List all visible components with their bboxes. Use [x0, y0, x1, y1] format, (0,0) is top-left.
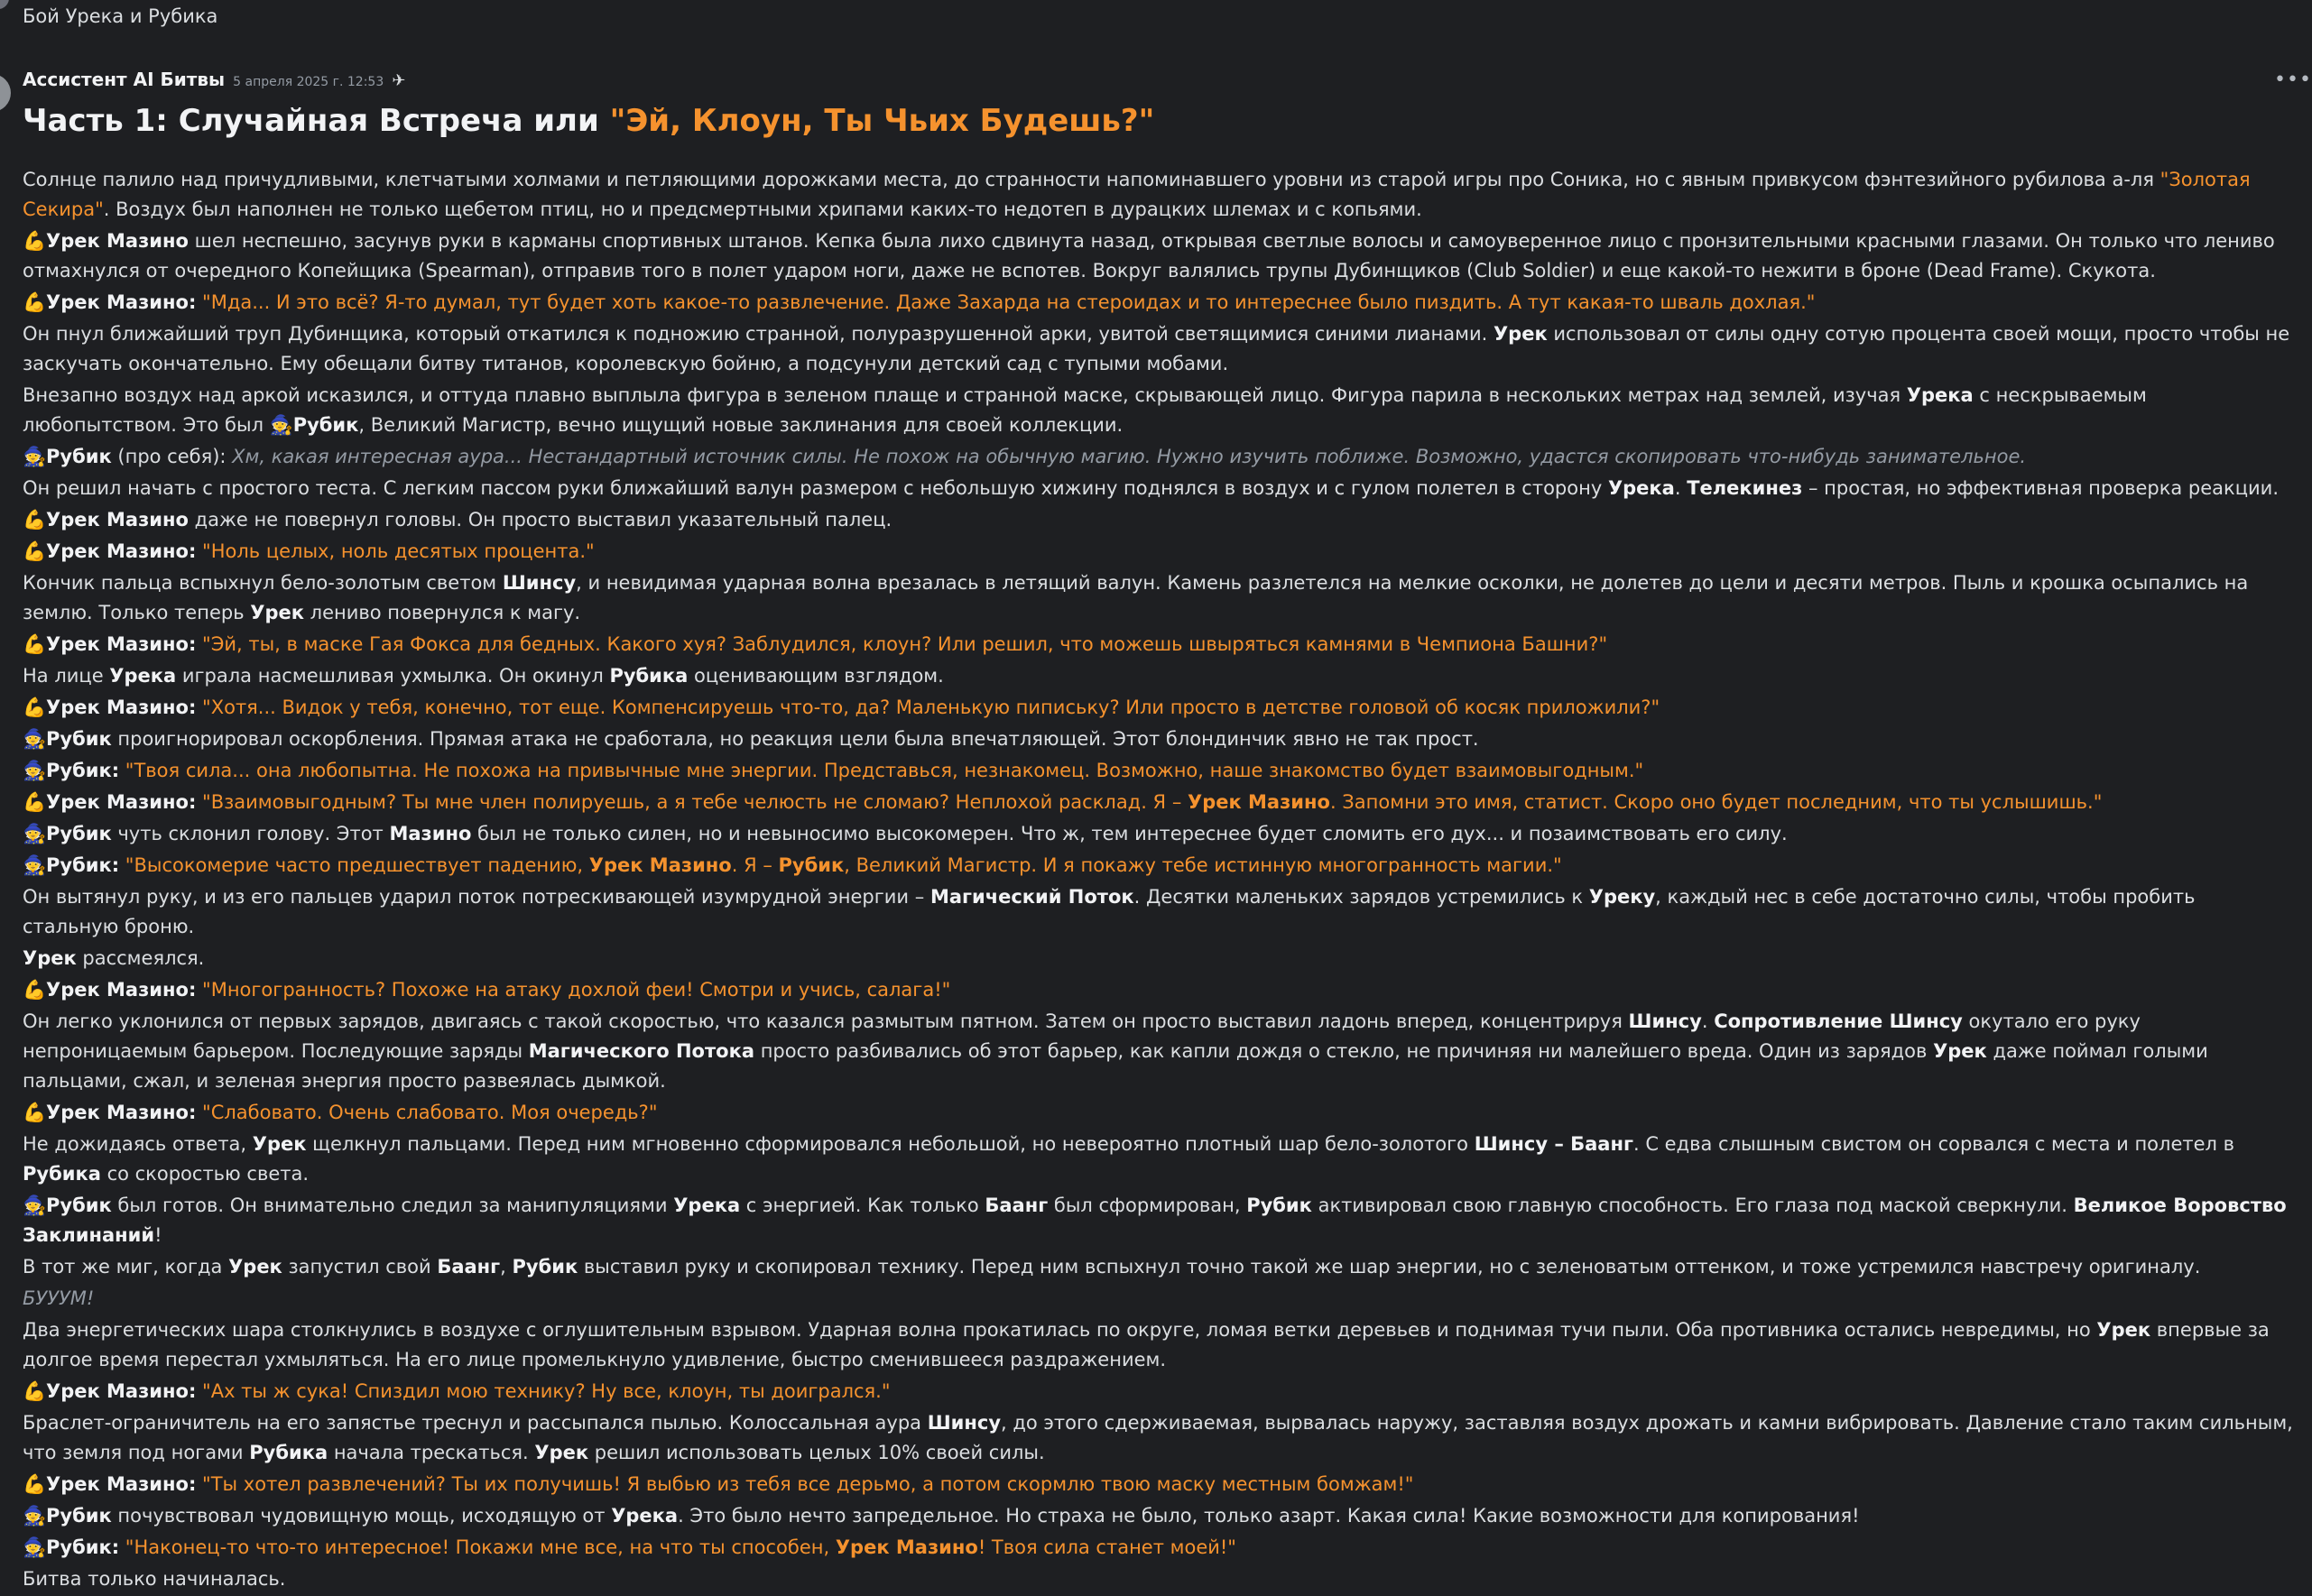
- paragraph: 🧙Рубик почувствовал чудовищную мощь, исходящую от Урека. Это было нечто запредельное. Но страха не было, только азарт. Какая сила! Какие возможности для копирования!: [23, 1501, 2297, 1531]
- message-content: [23, 165, 2297, 1596]
- dialogue-line: 💪Урек Мазино: "Хотя... Видок у тебя, конечно, тот еще. Компенсируешь что-то, да? Маленькую пипиську? Или просто в детстве головой об косяк приложили?": [23, 693, 2297, 723]
- paragraph: 🧙Рубик проигнорировал оскорбления. Прямая атака не сработала, но реакция цели была впечатляющей. Этот блондинчик явно не так прост.: [23, 724, 2297, 754]
- dialogue-line: 🧙Рубик: "Наконец-то что-то интересное! Покажи мне все, на что ты способен, Урек Мазино! Твоя сила станет моей!": [23, 1533, 2297, 1563]
- paragraph: Он легко уклонился от первых зарядов, двигаясь с такой скоростью, что казался размытым пятном. Затем он просто выставил ладонь вперед, концентрируя Шинсу. Сопротивление Шинсу окутало его руку непроницаемым барьером. Последующие заряды Магического Потока просто разбивались об этот барьер, как капли дождя о стекло, не причиняя ни малейшего вреда. Один из зарядов Урек даже поймал голыми пальцами, сжал, и зеленая энергия просто развеялась дымкой.: [23, 1010, 2208, 1092]
- flexed-biceps-icon: 💪: [23, 1102, 47, 1123]
- timestamp: 5 апреля 2025 г. 12:53: [233, 75, 384, 89]
- dialogue-line: 💪Урек Мазино: "Слабовато. Очень слабовато. Моя очередь?": [23, 1098, 2297, 1128]
- author-name[interactable]: Ассистент AI Битвы: [23, 69, 226, 90]
- flexed-biceps-icon: 💪: [23, 791, 47, 813]
- sound-effect: БУУУМ!: [23, 1287, 95, 1309]
- avatar[interactable]: [0, 0, 9, 9]
- mage-icon: 🧙: [23, 823, 47, 844]
- flexed-biceps-icon: 💪: [23, 1473, 47, 1495]
- mage-icon: 🧙: [23, 1536, 47, 1558]
- dialogue-line: 💪Урек Мазино: "Многогранность? Похоже на атаку дохлой феи! Смотри и учись, салага!": [23, 975, 2297, 1005]
- paragraph: Битва только начиналась.: [23, 1568, 286, 1590]
- thought-line: 🧙Рубик (про себя): Хм, какая интересная аура... Нестандартный источник силы. Не похож на обычную магию. Нужно изучить поближе. Возможно, удастся скопировать что-нибудь занимательное.: [23, 442, 2297, 472]
- thread-header: [0, 0, 2306, 36]
- author-avatar[interactable]: [0, 74, 11, 112]
- paragraph: Два энергетических шара столкнулись в воздухе с оглушительным взрывом. Ударная волна прокатилась по округе, ломая ветки деревьев и поднимая тучи пыли. Оба противника остались невредимы, но Урек впервые за долгое время перестал ухмыляться. На его лице промелькнуло удивление, быстро сменившееся раздражением.: [23, 1319, 2270, 1370]
- story-heading: [23, 103, 1154, 139]
- dialogue-line: 💪Урек Мазино: "Мда... И это всё? Я-то думал, тут будет хоть какое-то развлечение. Даже Захарда на стероидах и то интереснее было пиздить. А тут какая-то шваль дохлая.": [23, 288, 2297, 318]
- mage-icon: 🧙: [23, 854, 47, 876]
- paragraph: Он пнул ближайший труп Дубинщика, который откатился к подножию странной, полуразрушенной арки, увитой светящимися синими лианами. Урек использовал от силы одну сотую процента своей мощи, просто чтобы не заскучать окончательно. Ему обещали битву титанов, королевскую бойню, а подсунули детский сад с тупыми мобами.: [23, 323, 2290, 374]
- paragraph: Кончик пальца вспыхнул бело-золотым светом Шинсу, и невидимая ударная волна врезалась в летящий валун. Камень разлетелся на мелкие осколки, не долетев до цели и десяти метров. Пыль и крошка осыпались на землю. Только теперь Урек лениво повернулся к магу.: [23, 572, 2249, 623]
- thread-title: Бой Урека и Рубика: [23, 5, 218, 27]
- mage-icon: 🧙: [269, 414, 293, 436]
- dialogue-line: 🧙Рубик: "Твоя сила... она любопытна. Не похожа на привычные мне энергии. Представься, незнакомец. Возможно, наше знакомство будет взаимовыгодным.": [23, 756, 2297, 786]
- paragraph: Внезапно воздух над аркой исказился, и оттуда плавно выплыла фигура в зеленом плаще и странной маске, скрывающей лицо. Фигура парила в нескольких метрах над землей, изучая Урека с нескрываемым любопытством. Это был 🧙Рубик, Великий Магистр, вечно ищущий новые заклинания для своей коллекции.: [23, 381, 2297, 440]
- paragraph: 🧙Рубик был готов. Он внимательно следил за манипуляциями Урека с энергией. Как только Баанг был сформирован, Рубик активировал свою главную способность. Его глаза под маской сверкнули. Великое Воровство Заклинаний!: [23, 1191, 2297, 1250]
- flexed-biceps-icon: 💪: [23, 540, 47, 562]
- mage-icon: 🧙: [23, 1505, 47, 1527]
- heading-text: Часть 1: Случайная Встреча или: [23, 103, 610, 139]
- paragraph: В тот же миг, когда Урек запустил свой Баанг, Рубик выставил руку и скопировал технику. Перед ним вспыхнул точно такой же шар энергии, но с зеленоватым оттенком, и тоже устремился навстречу оригиналу.: [23, 1256, 2201, 1278]
- flexed-biceps-icon: 💪: [23, 291, 47, 313]
- dialogue-line: 💪Урек Мазино: "Ах ты ж сука! Спиздил мою технику? Ну все, клоун, ты доигрался.": [23, 1377, 2297, 1407]
- mage-icon: 🧙: [23, 1195, 47, 1216]
- flexed-biceps-icon: 💪: [23, 979, 47, 1001]
- heading-quote: "Эй, Клоун, Ты Чьих Будешь?": [609, 103, 1155, 139]
- paragraph: Он решил начать с простого теста. С легким пассом руки ближайший валун размером с небольшую хижину поднялся в воздух и с гулом полетел в сторону Урека. Телекинез – простая, но эффективная проверка реакции.: [23, 477, 2280, 499]
- paragraph: На лице Урека играла насмешливая ухмылка. Он окинул Рубика оценивающим взглядом.: [23, 665, 944, 687]
- paragraph: 💪Урек Мазино шел неспешно, засунув руки в карманы спортивных штанов. Кепка была лихо сдвинута назад, открывая светлые волосы и самоуверенное лицо с пронзительными красными глазами. Он только что лениво отмахнулся от очередного Копейщика (Spearman), отправив того в полет ударом ноги, даже не вспотев. Вокруг валялись трупы Дубинщиков (Club Soldier) и еще какой-то нежити в броне (Dead Frame). Скукота.: [23, 226, 2297, 286]
- dialogue-line: 💪Урек Мазино: "Ты хотел развлечений? Ты их получишь! Я выбью из тебя все дерьмо, а потом скормлю твою маску местным бомжам!": [23, 1470, 2297, 1499]
- paragraph: Браслет-ограничитель на его запястье треснул и рассыпался пылью. Колоссальная аура Шинсу, до этого сдерживаемая, вырвалась наружу, заставляя воздух дрожать и камни вибрировать. Давление стало таким сильным, что земля под ногами Рубика начала трескаться. Урек решил использовать целых 10% своей силы.: [23, 1412, 2293, 1463]
- dialogue-line: 💪Урек Мазино: "Ноль целых, ноль десятых процента.": [23, 537, 2297, 567]
- dialogue-line: 💪Урек Мазино: "Эй, ты, в маске Гая Фокса для бедных. Какого хуя? Заблудился, клоун? Или решил, что можешь швыряться камнями в Чемпиона Башни?": [23, 630, 2297, 660]
- mage-icon: 🧙: [23, 446, 47, 467]
- mage-icon: 🧙: [23, 760, 47, 781]
- flexed-biceps-icon: 💪: [23, 697, 47, 718]
- dialogue-line: 🧙Рубик: "Высокомерие часто предшествует падению, Урек Мазино. Я – Рубик, Великий Магистр. И я покажу тебе истинную многогранность магии.": [23, 851, 2297, 881]
- flexed-biceps-icon: 💪: [23, 1380, 47, 1402]
- paragraph: 🧙Рубик чуть склонил голову. Этот Мазино был не только силен, но и невыносимо высокомерен. Что ж, тем интереснее будет сломить его дух... и позаимствовать его силу.: [23, 819, 2297, 849]
- flexed-biceps-icon: 💪: [23, 509, 47, 530]
- paragraph: Урек рассмеялся.: [23, 947, 205, 969]
- bot-tag-icon: ✈: [392, 71, 406, 90]
- mage-icon: 🧙: [23, 728, 47, 750]
- message-header: [23, 69, 405, 90]
- flexed-biceps-icon: 💪: [23, 633, 47, 655]
- paragraph: Не дожидаясь ответа, Урек щелкнул пальцами. Перед ним мгновенно сформировался небольшой, но невероятно плотный шар бело-золотого Шинсу – Баанг. С едва слышным свистом он сорвался с места и полетел в Рубика со скоростью света.: [23, 1133, 2235, 1185]
- paragraph: Он вытянул руку, и из его пальцев ударил поток потрескивающей изумрудной энергии – Магический Поток. Десятки маленьких зарядов устремились к Уреку, каждый нес в себе достаточно силы, чтобы пробить стальную броню.: [23, 886, 2196, 937]
- flexed-biceps-icon: 💪: [23, 230, 47, 252]
- paragraph: Солнце палило над причудливыми, клетчатыми холмами и петляющими дорожками места, до странности напоминавшего уровни из старой игры про Соника, но с явным привкусом фэнтезийного рубилова а-ля "Золотая Секира". Воздух был наполнен не только щебетом птиц, но и предсмертными хрипами каких-то недотеп в дурацких шлемах и с копьями.: [23, 169, 2251, 220]
- dialogue-line: 💪Урек Мазино: "Взаимовыгодным? Ты мне член полируешь, а я тебе челюсть не сломаю? Неплохой расклад. Я – Урек Мазино. Запомни это имя, статист. Скоро оно будет последним, что ты услышишь.": [23, 788, 2297, 817]
- more-options-icon[interactable]: •••: [2274, 69, 2312, 91]
- paragraph: 💪Урек Мазино даже не повернул головы. Он просто выставил указательный палец.: [23, 505, 2297, 535]
